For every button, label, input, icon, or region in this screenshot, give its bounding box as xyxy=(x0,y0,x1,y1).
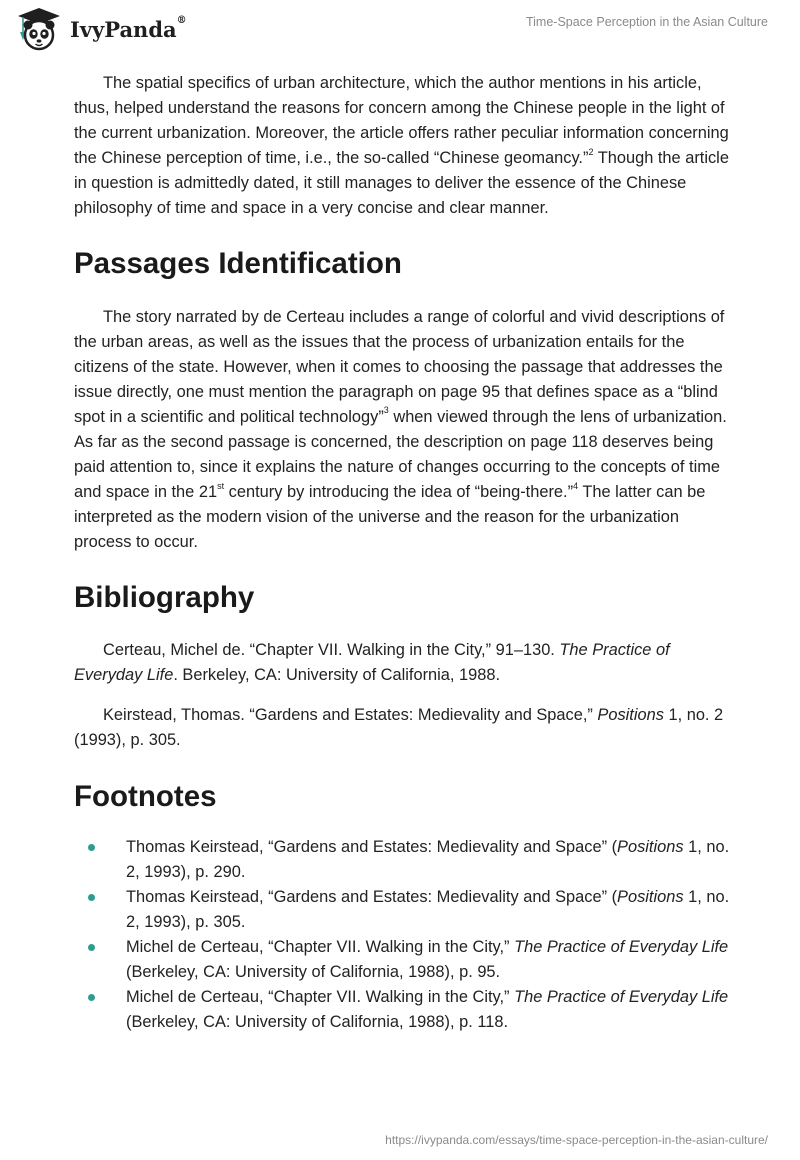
document-title: Time-Space Perception in the Asian Culture xyxy=(525,15,768,29)
footnote-item: Michel de Certeau, “Chapter VII. Walking in the City,” The Practice of Everyday Life (Berkeley, CA: University of California, 1988), p. 118. xyxy=(74,985,734,1035)
page-header xyxy=(0,0,800,56)
intro-paragraph: The spatial specifics of urban architecture, which the author mentions in his article, thus, helped understand the reasons for concern among the Chinese people in the light of the current urbanization. Moreover, the article offers rather peculiar information concerning the Chinese perception of time, i.e., the so-called “Chinese geomancy.”$^2$ Though the article in question is admittedly dated, it still manages to deliver the essence of the Chinese philosophy of time and space in a very concise and clear manner. xyxy=(74,74,729,218)
bullet-icon xyxy=(88,894,95,901)
site-logo[interactable] xyxy=(14,6,187,52)
footnote-marker[interactable]: 3 xyxy=(383,405,389,416)
section-heading-passages: Passages Identification xyxy=(74,246,402,280)
bullet-icon xyxy=(88,844,95,851)
section-heading-bibliography: Bibliography xyxy=(74,580,255,614)
bibliography-entry: Certeau, Michel de. “Chapter VII. Walking in the City,” 91–130. The Practice of Everyday Life. Berkeley, CA: University of California, 1988. xyxy=(74,640,670,684)
footnotes-list xyxy=(74,835,734,1035)
bibliography-entry: Keirstead, Thomas. “Gardens and Estates: Medievality and Space,” Positions 1, no. 2 (1993), p. 305. xyxy=(74,705,724,749)
section-heading-footnotes: Footnotes xyxy=(74,779,217,813)
registered-mark: ® xyxy=(176,14,187,26)
passages-paragraph: The story narrated by de Certeau includes a range of colorful and vivid descriptions of the urban areas, as well as the issues that the process of urbanization entails for the citizens of the state. However, when it comes to choosing the passage that addresses the issue directly, one must mention the paragraph on page 95 that defines space as a “blind spot in a scientific and political technology”$^3$ when viewed through the lens of urbanization. As far as the second passage is concerned, the description on page 118 deserves being paid attention to, since it explains the nature of changes occurring to the concepts of time and space in the 21st century by introducing the idea of “being-there.”$^4$ The latter can be interpreted as the modern vision of the universe and the reason for the urbanization process to occur. xyxy=(74,307,727,552)
footnote-marker[interactable]: 2 xyxy=(588,146,594,157)
bullet-icon xyxy=(88,994,95,1001)
footnote-item: Thomas Keirstead, “Gardens and Estates: Medievality and Space” (Positions 1, no. 2, 1993), p. 290. xyxy=(74,835,734,885)
ordinal-suffix: st xyxy=(217,480,225,491)
footnote-item: Michel de Certeau, “Chapter VII. Walking in the City,” The Practice of Everyday Life (Berkeley, CA: University of California, 1988), p. 95. xyxy=(74,935,734,985)
footnote-marker[interactable]: 4 xyxy=(573,480,579,491)
source-url[interactable]: https://ivypanda.com/essays/time-space-perception-in-the-asian-culture/ xyxy=(385,1133,768,1147)
brand-name: IvyPanda® xyxy=(70,14,187,42)
panda-graduate-icon xyxy=(14,6,64,52)
footnote-item: Thomas Keirstead, “Gardens and Estates: Medievality and Space” (Positions 1, no. 2, 1993), p. 305. xyxy=(74,885,734,935)
document-body xyxy=(74,71,734,1035)
bullet-icon xyxy=(88,944,95,951)
